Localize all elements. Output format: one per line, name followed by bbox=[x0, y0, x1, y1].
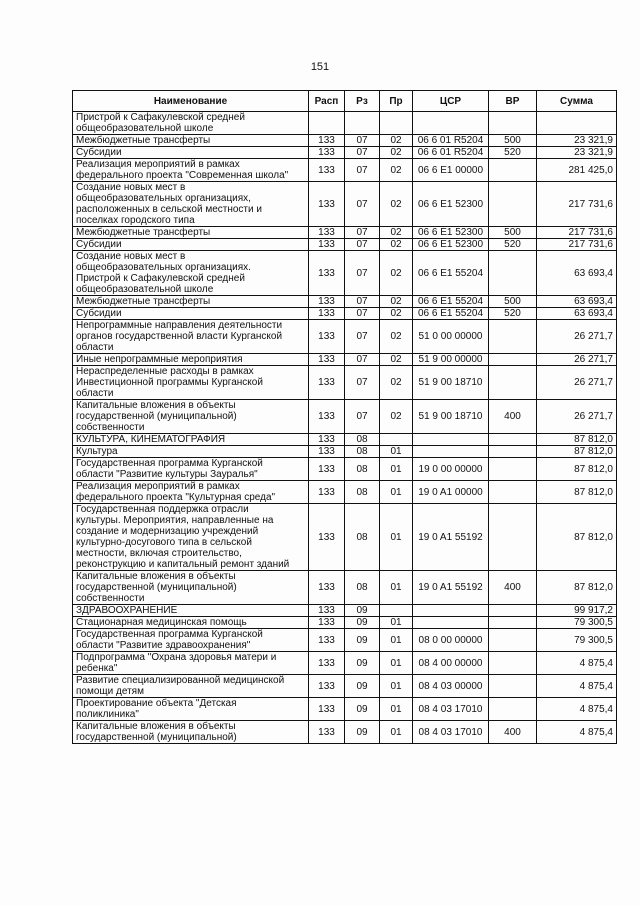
header-rasp: Расп bbox=[309, 91, 345, 112]
cell-name: Нераспределенные расходы в рамках Инвестиционной программы Курганской области bbox=[73, 366, 309, 400]
cell-vr: 520 bbox=[489, 147, 537, 159]
cell-rz: 07 bbox=[345, 308, 380, 320]
cell-name: Проектирование объекта "Детская поликлиника" bbox=[73, 698, 309, 721]
cell-pr: 02 bbox=[380, 147, 413, 159]
table-row bbox=[73, 675, 617, 698]
cell-sum: 23 321,9 bbox=[537, 147, 617, 159]
cell-name: Подпрограмма "Охрана здоровья матери и ребенка" bbox=[73, 652, 309, 675]
table-row bbox=[73, 366, 617, 400]
table-row bbox=[73, 239, 617, 251]
cell-vr bbox=[489, 434, 537, 446]
cell-csr: 06 6 E1 00000 bbox=[413, 159, 489, 182]
cell-csr: 08 4 03 17010 bbox=[413, 698, 489, 721]
cell-rasp: 133 bbox=[309, 571, 345, 605]
cell-rasp: 133 bbox=[309, 458, 345, 481]
cell-rasp: 133 bbox=[309, 308, 345, 320]
cell-name: Межбюджетные трансферты bbox=[73, 227, 309, 239]
cell-pr: 02 bbox=[380, 251, 413, 296]
cell-rz: 07 bbox=[345, 320, 380, 354]
cell-csr bbox=[413, 112, 489, 135]
cell-pr bbox=[380, 605, 413, 617]
cell-sum: 4 875,4 bbox=[537, 698, 617, 721]
cell-vr bbox=[489, 617, 537, 629]
cell-csr bbox=[413, 446, 489, 458]
cell-vr: 500 bbox=[489, 296, 537, 308]
cell-rasp: 133 bbox=[309, 675, 345, 698]
cell-rz: 07 bbox=[345, 182, 380, 227]
cell-csr bbox=[413, 605, 489, 617]
cell-csr: 06 6 01 R5204 bbox=[413, 147, 489, 159]
cell-rz: 07 bbox=[345, 354, 380, 366]
cell-csr: 06 6 E1 55204 bbox=[413, 296, 489, 308]
table-row bbox=[73, 458, 617, 481]
cell-rasp: 133 bbox=[309, 434, 345, 446]
cell-csr: 06 6 01 R5204 bbox=[413, 135, 489, 147]
cell-rz: 08 bbox=[345, 458, 380, 481]
cell-pr: 01 bbox=[380, 617, 413, 629]
cell-vr bbox=[489, 354, 537, 366]
cell-rz bbox=[345, 112, 380, 135]
cell-sum: 26 271,7 bbox=[537, 400, 617, 434]
cell-csr: 19 0 00 00000 bbox=[413, 458, 489, 481]
cell-csr: 08 4 03 17010 bbox=[413, 721, 489, 744]
cell-csr: 08 4 00 00000 bbox=[413, 652, 489, 675]
cell-csr: 51 9 00 18710 bbox=[413, 366, 489, 400]
cell-rz: 09 bbox=[345, 629, 380, 652]
table-row bbox=[73, 251, 617, 296]
table-row bbox=[73, 617, 617, 629]
cell-pr: 02 bbox=[380, 354, 413, 366]
table-row bbox=[73, 135, 617, 147]
cell-name: Реализация мероприятий в рамках федерального проекта "Культурная среда" bbox=[73, 481, 309, 504]
table-row bbox=[73, 400, 617, 434]
cell-pr: 02 bbox=[380, 239, 413, 251]
cell-vr bbox=[489, 629, 537, 652]
cell-rz: 08 bbox=[345, 446, 380, 458]
cell-name: Иные непрограммные мероприятия bbox=[73, 354, 309, 366]
cell-rasp: 133 bbox=[309, 504, 345, 571]
cell-name: Капитальные вложения в объекты государственной (муниципальной) bbox=[73, 721, 309, 744]
cell-sum: 79 300,5 bbox=[537, 629, 617, 652]
cell-rasp: 133 bbox=[309, 251, 345, 296]
cell-rasp: 133 bbox=[309, 320, 345, 354]
cell-name: Культура bbox=[73, 446, 309, 458]
cell-pr: 01 bbox=[380, 446, 413, 458]
cell-name: Государственная программа Курганской области "Развитие здравоохранения" bbox=[73, 629, 309, 652]
cell-rasp: 133 bbox=[309, 400, 345, 434]
cell-vr: 500 bbox=[489, 135, 537, 147]
cell-rasp: 133 bbox=[309, 182, 345, 227]
cell-pr: 01 bbox=[380, 629, 413, 652]
cell-rasp: 133 bbox=[309, 239, 345, 251]
cell-csr: 08 0 00 00000 bbox=[413, 629, 489, 652]
cell-rasp bbox=[309, 112, 345, 135]
table-row bbox=[73, 446, 617, 458]
cell-vr bbox=[489, 446, 537, 458]
cell-pr: 01 bbox=[380, 481, 413, 504]
table-row bbox=[73, 571, 617, 605]
header-pr: Пр bbox=[380, 91, 413, 112]
table-row bbox=[73, 652, 617, 675]
header-vr: ВР bbox=[489, 91, 537, 112]
budget-table bbox=[72, 90, 617, 744]
cell-sum: 63 693,4 bbox=[537, 296, 617, 308]
cell-rasp: 133 bbox=[309, 698, 345, 721]
cell-csr: 51 9 00 00000 bbox=[413, 354, 489, 366]
cell-vr: 500 bbox=[489, 227, 537, 239]
cell-name: Создание новых мест в общеобразовательных организациях. Пристрой к Сафакулевской средней общеобразовательной школе bbox=[73, 251, 309, 296]
cell-csr bbox=[413, 434, 489, 446]
cell-sum: 26 271,7 bbox=[537, 354, 617, 366]
cell-pr: 02 bbox=[380, 159, 413, 182]
cell-sum: 87 812,0 bbox=[537, 446, 617, 458]
cell-rz: 07 bbox=[345, 159, 380, 182]
cell-sum: 87 812,0 bbox=[537, 481, 617, 504]
cell-csr bbox=[413, 617, 489, 629]
header-rz: Рз bbox=[345, 91, 380, 112]
cell-sum: 26 271,7 bbox=[537, 320, 617, 354]
cell-rasp: 133 bbox=[309, 605, 345, 617]
cell-rz: 09 bbox=[345, 698, 380, 721]
table-row bbox=[73, 698, 617, 721]
cell-sum: 99 917,2 bbox=[537, 605, 617, 617]
cell-csr: 08 4 03 00000 bbox=[413, 675, 489, 698]
cell-rasp: 133 bbox=[309, 366, 345, 400]
cell-name: Капитальные вложения в объекты государственной (муниципальной) собственности bbox=[73, 400, 309, 434]
cell-sum: 217 731,6 bbox=[537, 182, 617, 227]
cell-name: Межбюджетные трансферты bbox=[73, 135, 309, 147]
cell-name: Развитие специализированной медицинской помощи детям bbox=[73, 675, 309, 698]
cell-pr: 01 bbox=[380, 675, 413, 698]
cell-name: Стационарная медицинская помощь bbox=[73, 617, 309, 629]
cell-rz: 07 bbox=[345, 400, 380, 434]
cell-name: Государственная поддержка отрасли культуры. Мероприятия, направленные на создание и модернизацию учреждений культурно-досугового типа в сельской местности, включая строительство, реконструкцию и капитальный ремонт зданий bbox=[73, 504, 309, 571]
cell-csr: 19 0 A1 00000 bbox=[413, 481, 489, 504]
cell-pr: 01 bbox=[380, 652, 413, 675]
cell-rasp: 133 bbox=[309, 227, 345, 239]
cell-sum: 87 812,0 bbox=[537, 571, 617, 605]
cell-csr: 51 0 00 00000 bbox=[413, 320, 489, 354]
cell-csr: 51 9 00 18710 bbox=[413, 400, 489, 434]
cell-sum: 217 731,6 bbox=[537, 239, 617, 251]
cell-sum: 281 425,0 bbox=[537, 159, 617, 182]
cell-rasp: 133 bbox=[309, 721, 345, 744]
table-row bbox=[73, 182, 617, 227]
cell-sum: 63 693,4 bbox=[537, 308, 617, 320]
cell-vr: 520 bbox=[489, 239, 537, 251]
cell-rz: 08 bbox=[345, 571, 380, 605]
cell-vr: 400 bbox=[489, 721, 537, 744]
cell-sum: 26 271,7 bbox=[537, 366, 617, 400]
cell-pr: 02 bbox=[380, 296, 413, 308]
cell-rasp: 133 bbox=[309, 135, 345, 147]
cell-sum: 4 875,4 bbox=[537, 652, 617, 675]
cell-pr: 01 bbox=[380, 458, 413, 481]
cell-sum: 87 812,0 bbox=[537, 504, 617, 571]
cell-name: Реализация мероприятий в рамках федерального проекта "Современная школа" bbox=[73, 159, 309, 182]
cell-pr: 02 bbox=[380, 227, 413, 239]
cell-vr bbox=[489, 458, 537, 481]
table-row bbox=[73, 112, 617, 135]
cell-vr: 520 bbox=[489, 308, 537, 320]
cell-rasp: 133 bbox=[309, 354, 345, 366]
cell-vr bbox=[489, 698, 537, 721]
cell-csr: 06 6 E1 52300 bbox=[413, 239, 489, 251]
cell-vr: 400 bbox=[489, 571, 537, 605]
cell-pr: 02 bbox=[380, 320, 413, 354]
cell-vr bbox=[489, 504, 537, 571]
table-row bbox=[73, 320, 617, 354]
header-name: Наименование bbox=[73, 91, 309, 112]
cell-sum: 63 693,4 bbox=[537, 251, 617, 296]
cell-pr: 02 bbox=[380, 308, 413, 320]
header-csr: ЦСР bbox=[413, 91, 489, 112]
cell-pr: 02 bbox=[380, 366, 413, 400]
cell-rz: 09 bbox=[345, 675, 380, 698]
cell-name: Создание новых мест в общеобразовательных организациях, расположенных в сельской местности и поселках городского типа bbox=[73, 182, 309, 227]
table-row bbox=[73, 147, 617, 159]
cell-rasp: 133 bbox=[309, 446, 345, 458]
cell-name: ЗДРАВООХРАНЕНИЕ bbox=[73, 605, 309, 617]
cell-pr: 01 bbox=[380, 721, 413, 744]
cell-csr: 06 6 E1 55204 bbox=[413, 308, 489, 320]
table-row bbox=[73, 308, 617, 320]
cell-sum: 4 875,4 bbox=[537, 675, 617, 698]
cell-vr bbox=[489, 366, 537, 400]
cell-rasp: 133 bbox=[309, 481, 345, 504]
cell-sum: 87 812,0 bbox=[537, 434, 617, 446]
cell-csr: 06 6 E1 52300 bbox=[413, 227, 489, 239]
cell-rasp: 133 bbox=[309, 652, 345, 675]
table-row bbox=[73, 605, 617, 617]
cell-rz: 09 bbox=[345, 652, 380, 675]
cell-name: Пристрой к Сафакулевской средней общеобразовательной школе bbox=[73, 112, 309, 135]
cell-name: Капитальные вложения в объекты государственной (муниципальной) собственности bbox=[73, 571, 309, 605]
table-row bbox=[73, 296, 617, 308]
cell-sum bbox=[537, 112, 617, 135]
cell-rz: 07 bbox=[345, 296, 380, 308]
cell-pr: 01 bbox=[380, 571, 413, 605]
cell-pr: 01 bbox=[380, 698, 413, 721]
cell-rasp: 133 bbox=[309, 159, 345, 182]
cell-vr bbox=[489, 652, 537, 675]
cell-sum: 4 875,4 bbox=[537, 721, 617, 744]
cell-name: Межбюджетные трансферты bbox=[73, 296, 309, 308]
cell-rasp: 133 bbox=[309, 147, 345, 159]
cell-csr: 19 0 A1 55192 bbox=[413, 504, 489, 571]
cell-vr bbox=[489, 251, 537, 296]
cell-rz: 07 bbox=[345, 135, 380, 147]
table-row bbox=[73, 629, 617, 652]
cell-rz: 09 bbox=[345, 617, 380, 629]
cell-name: Субсидии bbox=[73, 308, 309, 320]
page-number: 151 bbox=[310, 61, 330, 73]
cell-vr bbox=[489, 605, 537, 617]
cell-sum: 79 300,5 bbox=[537, 617, 617, 629]
cell-name: Субсидии bbox=[73, 239, 309, 251]
cell-rz: 08 bbox=[345, 504, 380, 571]
cell-rz: 09 bbox=[345, 721, 380, 744]
table-row bbox=[73, 504, 617, 571]
cell-vr bbox=[489, 675, 537, 698]
cell-vr bbox=[489, 320, 537, 354]
cell-sum: 23 321,9 bbox=[537, 135, 617, 147]
table-row bbox=[73, 227, 617, 239]
cell-vr: 400 bbox=[489, 400, 537, 434]
cell-rz: 07 bbox=[345, 147, 380, 159]
cell-rasp: 133 bbox=[309, 629, 345, 652]
cell-pr: 02 bbox=[380, 135, 413, 147]
cell-vr bbox=[489, 481, 537, 504]
cell-rz: 07 bbox=[345, 366, 380, 400]
cell-rz: 07 bbox=[345, 239, 380, 251]
cell-name: КУЛЬТУРА, КИНЕМАТОГРАФИЯ bbox=[73, 434, 309, 446]
cell-rasp: 133 bbox=[309, 296, 345, 308]
cell-rz: 08 bbox=[345, 481, 380, 504]
header-sum: Сумма bbox=[537, 91, 617, 112]
cell-sum: 217 731,6 bbox=[537, 227, 617, 239]
table-row bbox=[73, 434, 617, 446]
table-row bbox=[73, 159, 617, 182]
cell-rz: 07 bbox=[345, 227, 380, 239]
cell-vr bbox=[489, 112, 537, 135]
table-row bbox=[73, 481, 617, 504]
cell-pr bbox=[380, 434, 413, 446]
cell-csr: 06 6 E1 55204 bbox=[413, 251, 489, 296]
cell-rz: 09 bbox=[345, 605, 380, 617]
table-header-row bbox=[73, 91, 617, 112]
cell-vr bbox=[489, 182, 537, 227]
cell-name: Субсидии bbox=[73, 147, 309, 159]
cell-pr: 01 bbox=[380, 504, 413, 571]
cell-pr: 02 bbox=[380, 400, 413, 434]
cell-csr: 19 0 A1 55192 bbox=[413, 571, 489, 605]
cell-rz: 07 bbox=[345, 251, 380, 296]
cell-csr: 06 6 E1 52300 bbox=[413, 182, 489, 227]
cell-sum: 87 812,0 bbox=[537, 458, 617, 481]
table-row bbox=[73, 721, 617, 744]
cell-name: Государственная программа Курганской области "Развитие культуры Зауралья" bbox=[73, 458, 309, 481]
cell-vr bbox=[489, 159, 537, 182]
cell-pr bbox=[380, 112, 413, 135]
cell-rasp: 133 bbox=[309, 617, 345, 629]
cell-rz: 08 bbox=[345, 434, 380, 446]
cell-name: Непрограммные направления деятельности органов государственной власти Курганской области bbox=[73, 320, 309, 354]
cell-pr: 02 bbox=[380, 182, 413, 227]
table-row bbox=[73, 354, 617, 366]
